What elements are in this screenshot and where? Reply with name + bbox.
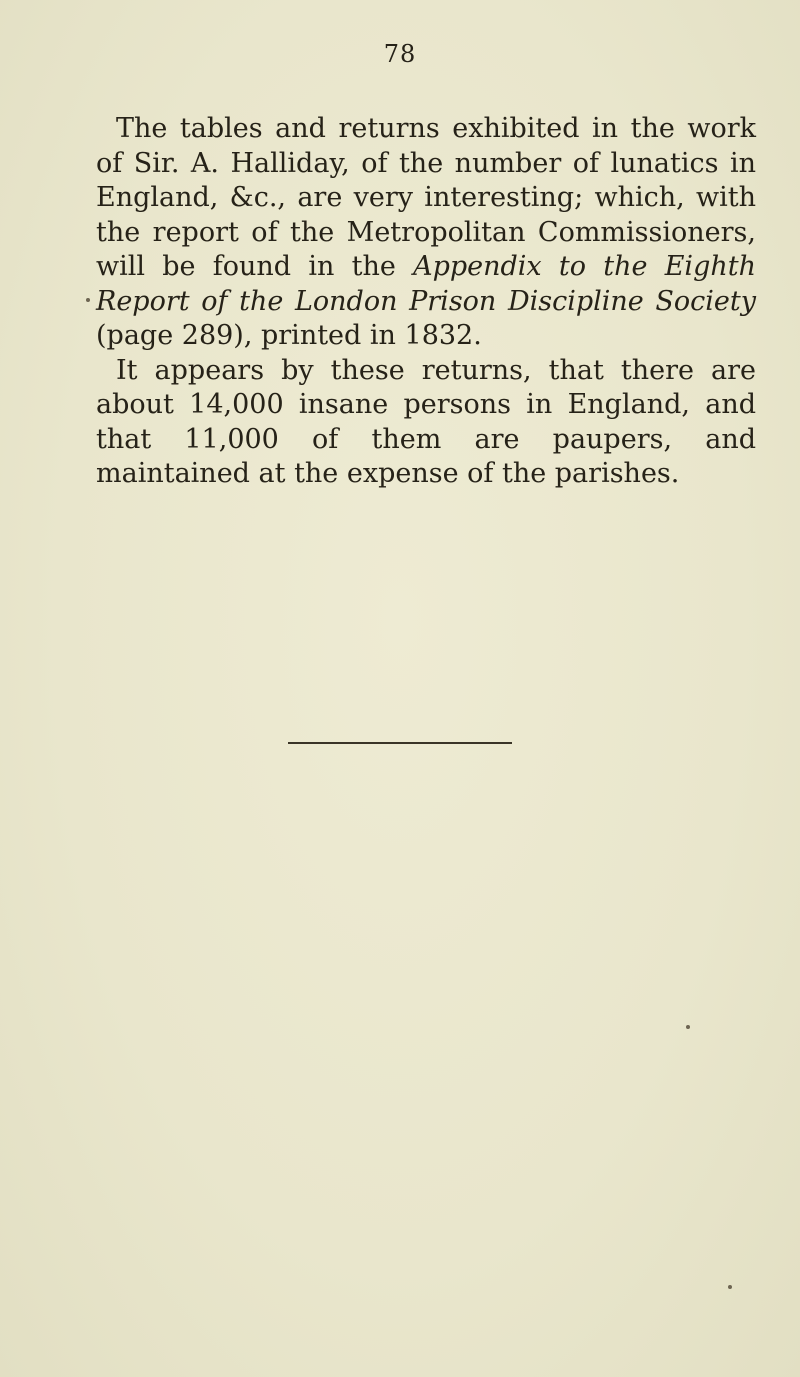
section-divider-rule — [288, 742, 512, 744]
page-number: 78 — [383, 40, 417, 68]
paragraph-2: It appears by these returns, that there are about 14,000 insane persons in England, and that 11,000 of them are paupers, and maintained at the expense of the parishes. — [96, 354, 756, 489]
ink-speck — [686, 1025, 690, 1029]
ink-speck — [728, 1285, 732, 1289]
paragraph-1 — [96, 112, 756, 354]
ink-speck — [86, 298, 90, 302]
paragraph-1-text-a: The tables and returns exhibited in the work of Sir. A. Halliday, of the number of lunatics in England, &c., are very interesting; which, with the report of the Metropolitan Commissioners, will be found in the — [96, 113, 756, 282]
paragraph-1-text-b: (page 289), printed in 1832. — [96, 320, 482, 351]
body-text — [96, 112, 756, 492]
appendix-title: Appendix to the Eighth Report of the London Prison Discipline Society — [96, 251, 756, 317]
